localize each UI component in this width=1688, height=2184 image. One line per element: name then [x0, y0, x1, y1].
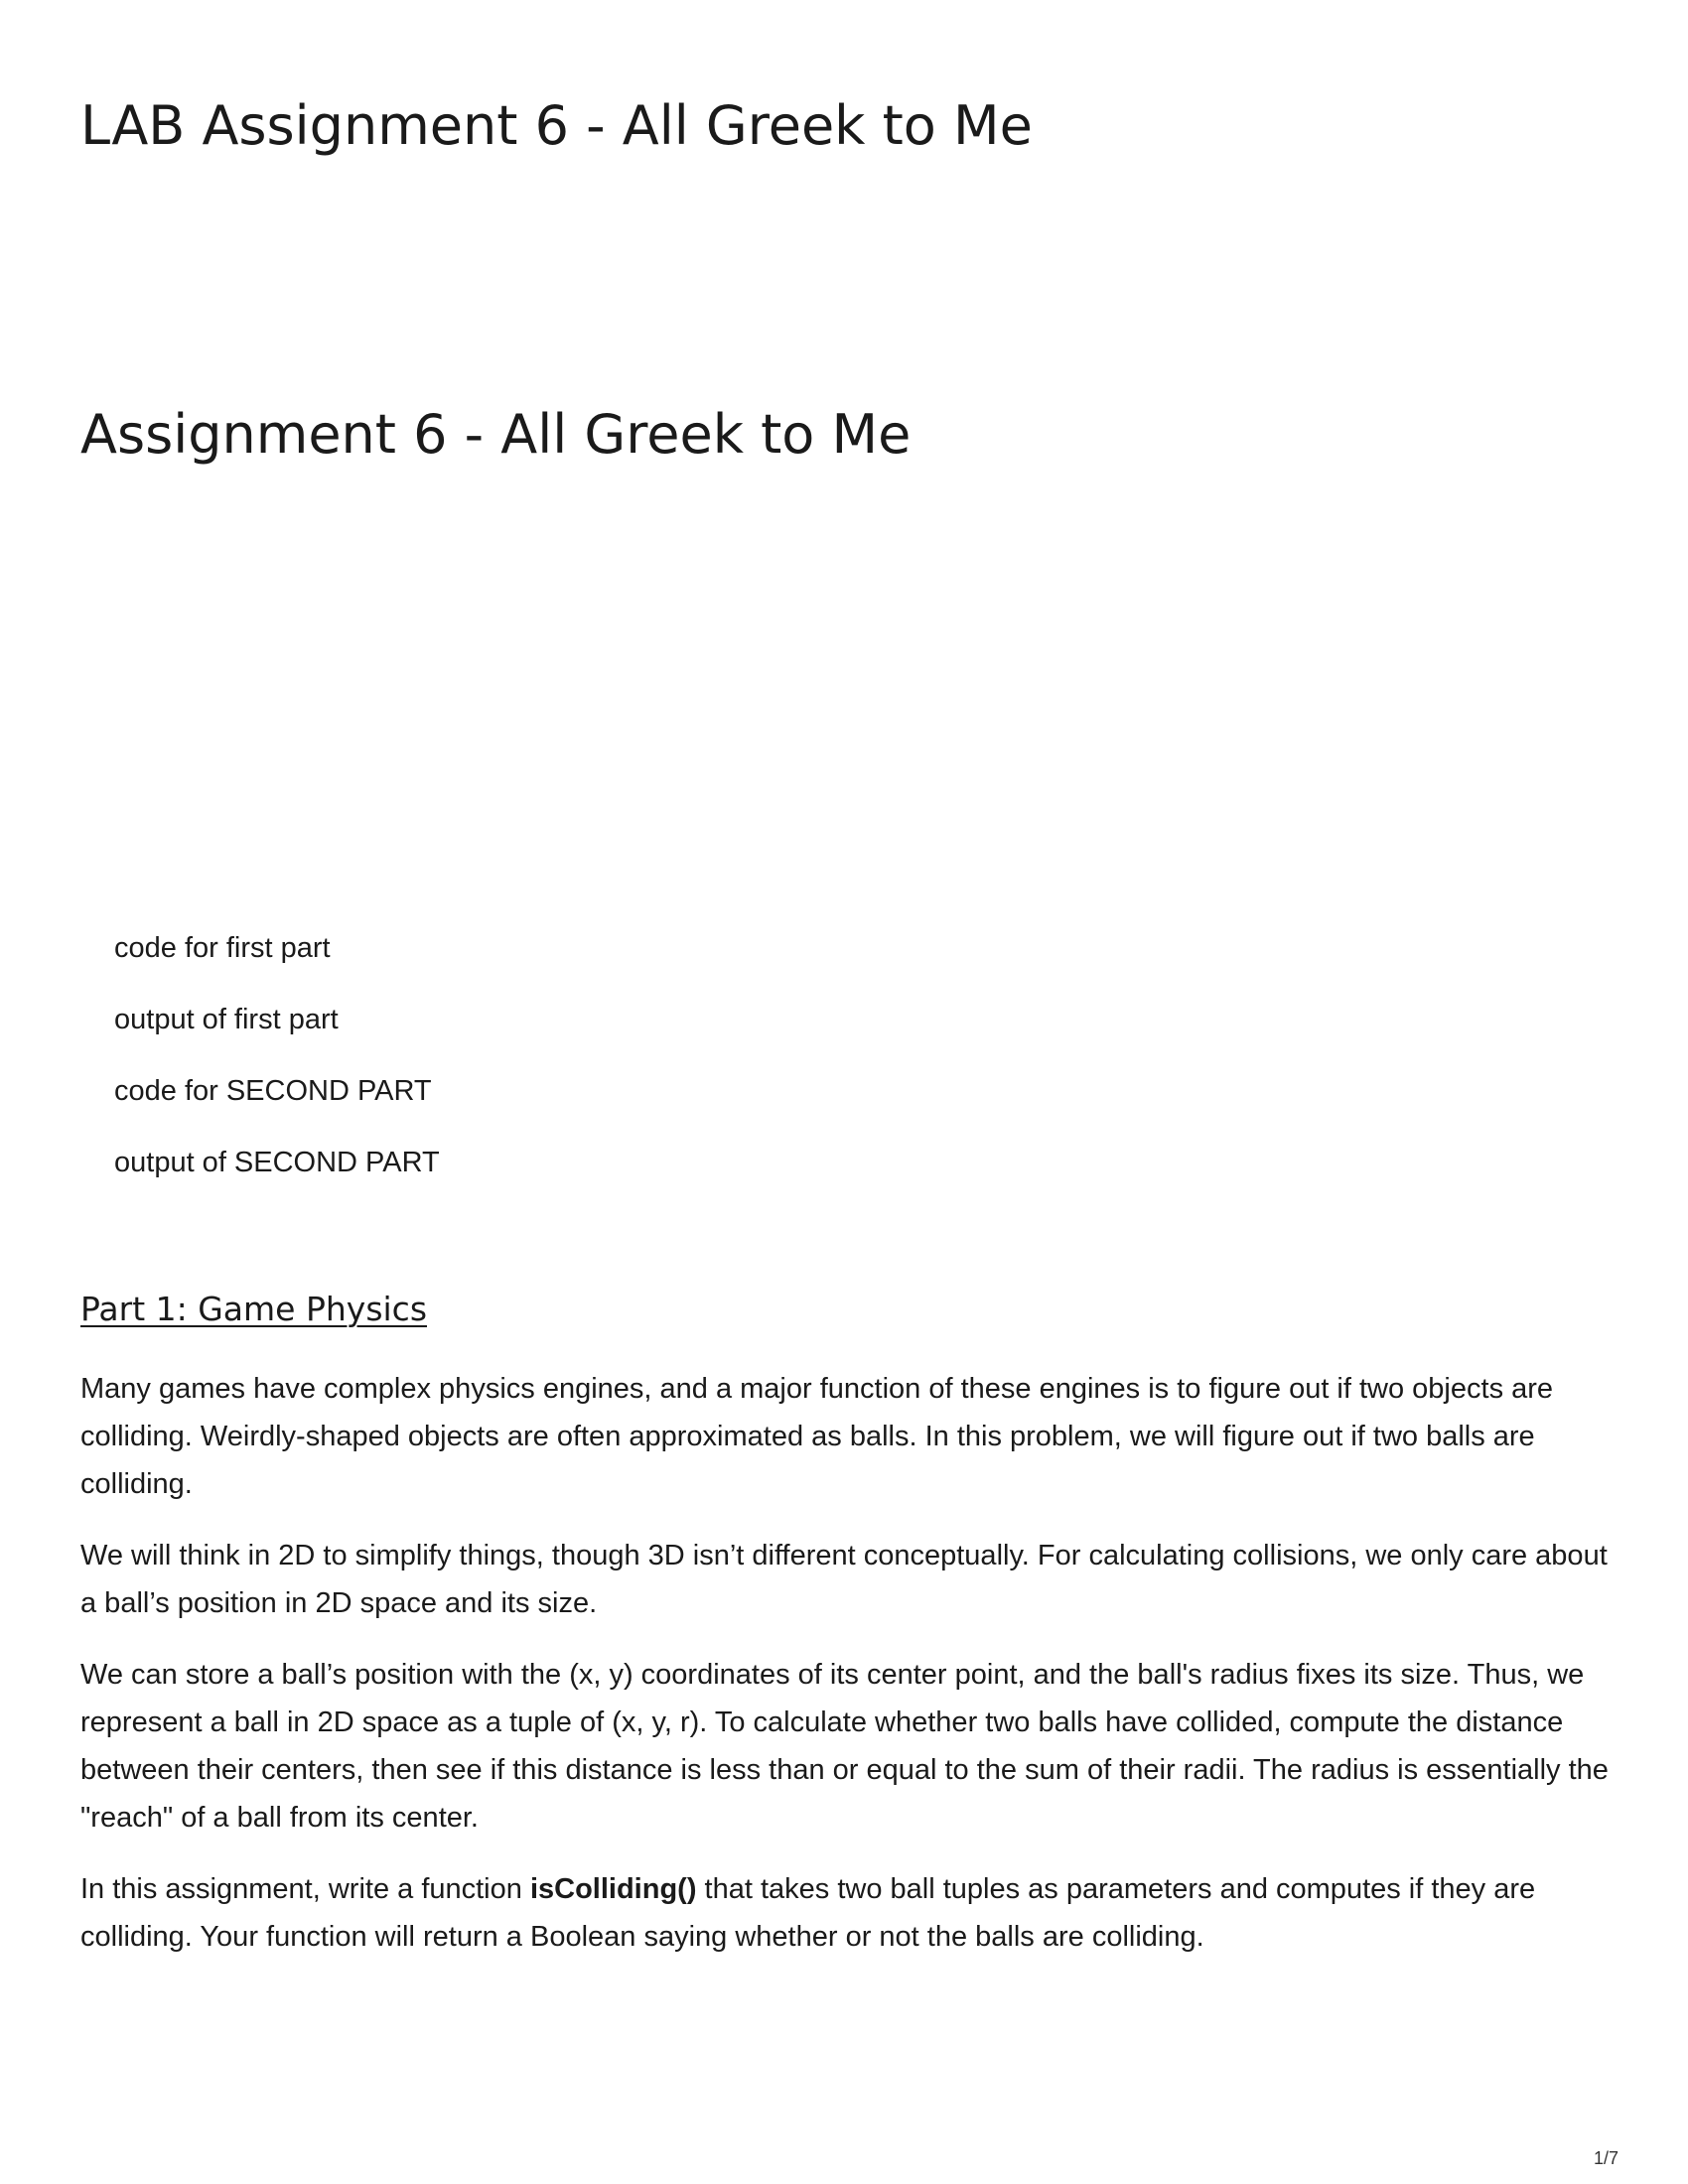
function-name: isColliding(): [529, 1873, 697, 1905]
part1-paragraph-2: We will think in 2D to simplify things, though 3D isn’t different conceptually. For calculating collisions, we only care about a ball’s position in 2D space and its size.: [80, 1540, 1608, 1619]
paragraph-4-rest: that takes two ball tuples as parameters and computes if they are colliding. Your function will return a Boolean saying whether or not the balls are colliding.: [80, 1873, 1536, 1953]
toc-item-code-first-part[interactable]: code for first part: [114, 932, 331, 964]
page-number: 1/7: [1593, 2148, 1618, 2168]
toc-item-code-second-part[interactable]: code for SECOND PART: [114, 1075, 432, 1107]
part1-paragraph-4: [80, 1865, 1629, 1961]
paragraph-4-intro: In this assignment, write a function: [80, 1873, 530, 1905]
part1-body: [80, 1365, 1629, 1984]
toc-item-output-first-part[interactable]: output of first part: [114, 1004, 339, 1035]
part1-heading: Part 1: Game Physics: [80, 1290, 428, 1328]
assignment-title: Assignment 6 - All Greek to Me: [80, 403, 912, 466]
page-title: LAB Assignment 6 - All Greek to Me: [80, 94, 1033, 157]
part1-paragraph-1: Many games have complex physics engines, and a major function of these engines is to figure out if two objects are colliding. Weirdly-shaped objects are often approximated as balls. In this problem, we will figure out if two balls are colliding.: [80, 1373, 1554, 1500]
part1-paragraph-3: We can store a ball’s position with the (x, y) coordinates of its center point, and the ball's radius fixes its size. Thus, we represent a ball in 2D space as a tuple of (x, y, r). To calculate whether two balls have collided, compute the distance between their centers, then see if this distance is less than or equal to the sum of their radii. The radius is essentially the "reach" of a ball from its center.: [80, 1659, 1609, 1834]
toc-list: [114, 928, 440, 1182]
toc-item-output-second-part[interactable]: output of SECOND PART: [114, 1147, 440, 1178]
